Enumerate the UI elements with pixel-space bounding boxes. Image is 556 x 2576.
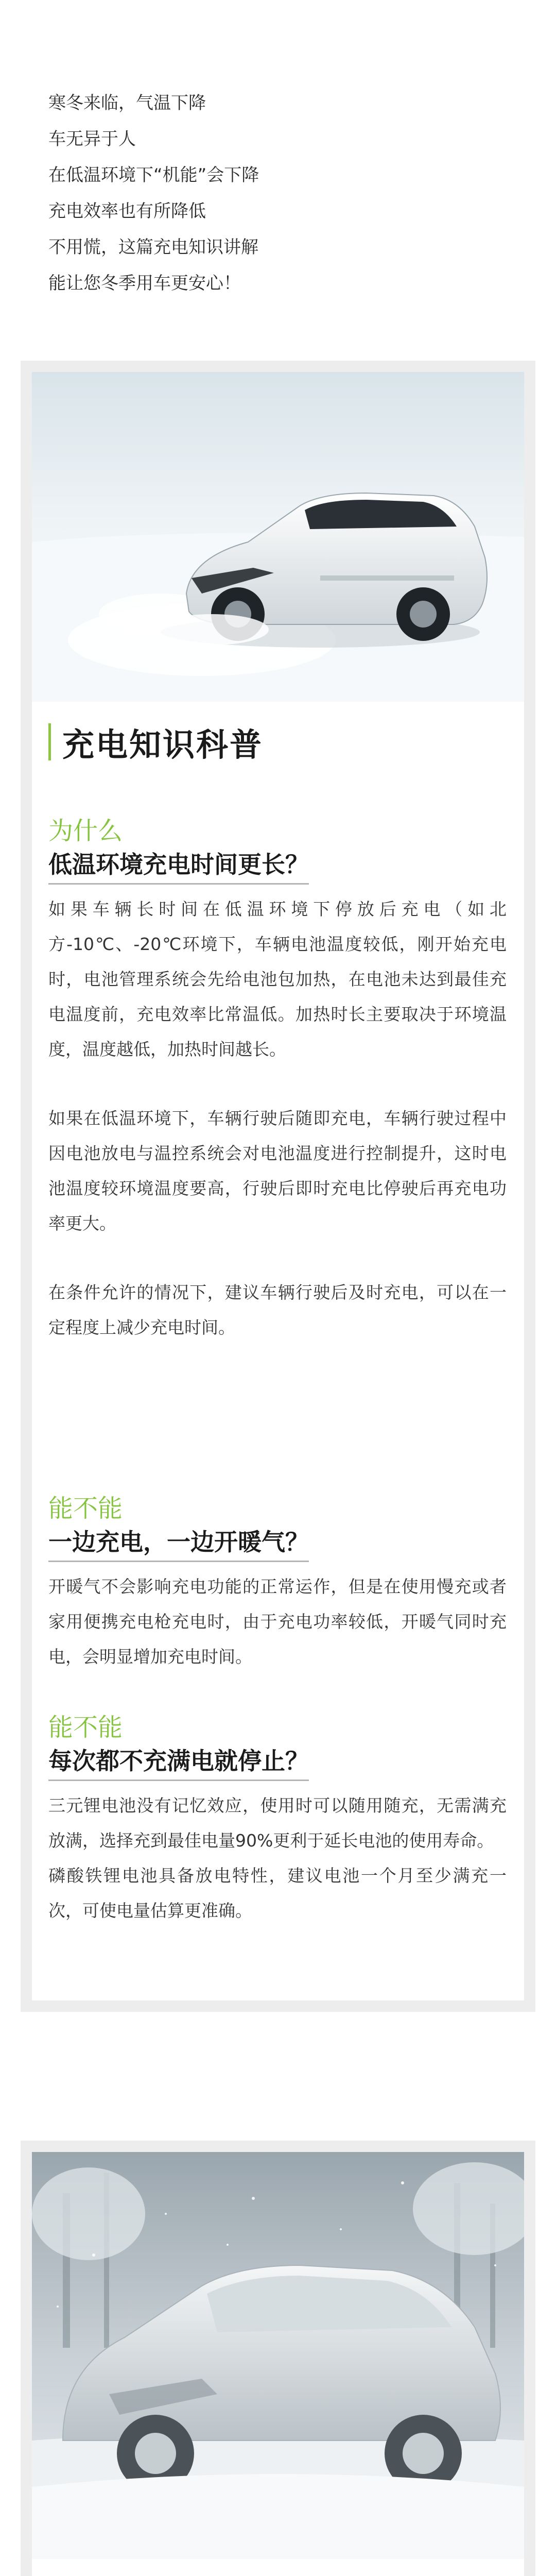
intro-line: 在低温环境下“机能”会下降	[48, 165, 259, 185]
snow-covered-car-illustration	[32, 2152, 524, 2559]
question-eyebrow: 能不能	[48, 1494, 123, 1523]
question-eyebrow: 能不能	[48, 1713, 123, 1742]
intro-line: 寒冬来临，气温下降	[48, 93, 206, 113]
section-card-2	[21, 2141, 535, 2576]
answer-paragraph: 如果在低温环境下，车辆行驶后随即充电，车辆行驶过程中因电池放电与温控系统会对电池温度进行控制提升，这时电池温度较环境温度要高，行驶后即时充电比停驶后再充电功率更大。	[48, 1108, 507, 1233]
answer-paragraph: 三元锂电池没有记忆效应，使用时可以随用随充，无需满充放满，选择充到最佳电量90%更利于延长电池的使用寿命。	[48, 1795, 507, 1851]
answer-paragraph: 如果车辆长时间在低温环境下停放后充电（如北方-10℃、-20℃环境下，车辆电池温度较低，刚开始充电时，电池管理系统会先给电池包加热，在电池未达到最佳充电温度前，充电效率比常温低。加热时长主要取决于环境温度，温度越低，加热时间越长。	[48, 899, 507, 1059]
section-card-1	[21, 361, 535, 2012]
snow-car-illustration	[32, 372, 524, 702]
question-title: 低温环境充电时间更长？	[48, 847, 309, 885]
section-card-2-inner	[32, 2152, 524, 2576]
intro-line: 充电效率也有所降低	[48, 201, 206, 222]
intro-text	[48, 85, 512, 301]
qa-block-partial-charging	[48, 1711, 507, 1928]
qa-block-heating-while-charging	[48, 1493, 507, 1674]
intro-line: 不用慌，这篇充电知识讲解	[48, 237, 258, 258]
qa-block-charging-time	[48, 815, 507, 1345]
answer-paragraph: 磷酸铁锂电池具备放电特性，建议电池一个月至少满充一次，可使电量估算更准确。	[48, 1866, 507, 1921]
intro-line: 能让您冬季用车更安心！	[48, 273, 241, 294]
answer-paragraph: 在条件允许的情况下，建议车辆行驶后及时充电，可以在一定程度上减少充电时间。	[48, 1282, 507, 1337]
snow-car-photo-1	[32, 372, 524, 702]
section-title-text: 充电知识科普	[62, 725, 264, 764]
answer-paragraph: 开暖气不会影响充电功能的正常运作，但是在使用慢充或者家用便携充电枪充电时，由于充电功率较低，开暖气同时充电，会明显增加充电时间。	[48, 1577, 507, 1667]
section-card-1-inner	[32, 372, 524, 2001]
question-eyebrow: 为什么	[48, 817, 123, 845]
title-accent-bar	[48, 723, 51, 760]
question-title: 每次都不充满电就停止？	[48, 1743, 309, 1781]
question-title: 一边充电，一边开暖气？	[48, 1524, 309, 1562]
intro-line: 车无异于人	[48, 129, 136, 149]
snow-car-photo-2	[32, 2152, 524, 2559]
section-title	[48, 716, 263, 768]
